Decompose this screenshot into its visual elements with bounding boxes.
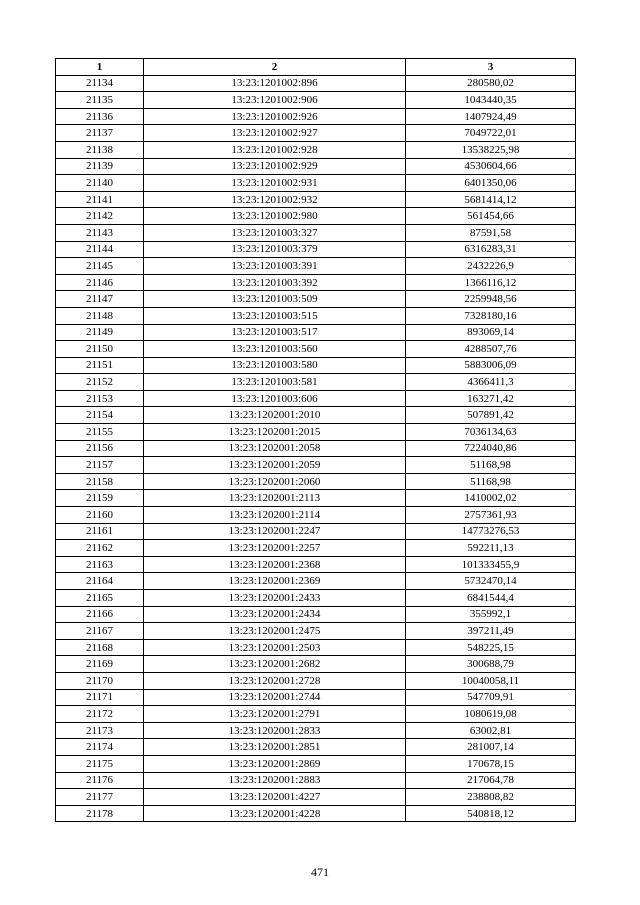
value-cell: 5681414,12 (406, 191, 576, 208)
value-cell: 238808,82 (406, 789, 576, 806)
row-number-cell: 21147 (56, 291, 144, 308)
value-cell: 2757361,93 (406, 507, 576, 524)
value-cell: 547709,91 (406, 689, 576, 706)
cadastral-number-cell: 13:23:1201003:580 (144, 357, 406, 374)
row-number-cell: 21141 (56, 191, 144, 208)
cadastral-number-cell: 13:23:1201002:896 (144, 75, 406, 92)
row-number-cell: 21163 (56, 556, 144, 573)
value-cell: 13538225,98 (406, 141, 576, 158)
cadastral-number-cell: 13:23:1201003:392 (144, 274, 406, 291)
value-cell: 101333455,9 (406, 556, 576, 573)
row-number-cell: 21158 (56, 473, 144, 490)
header-col-3: 3 (406, 59, 576, 76)
table-row (56, 672, 576, 689)
row-number-cell: 21139 (56, 158, 144, 175)
value-cell: 63002,81 (406, 722, 576, 739)
cadastral-number-cell: 13:23:1202001:2368 (144, 556, 406, 573)
row-number-cell: 21150 (56, 341, 144, 358)
cadastral-number-cell: 13:23:1201002:932 (144, 191, 406, 208)
cadastral-number-cell: 13:23:1201002:929 (144, 158, 406, 175)
cadastral-number-cell: 13:23:1202001:2113 (144, 490, 406, 507)
row-number-cell: 21171 (56, 689, 144, 706)
cadastral-number-cell: 13:23:1202001:2503 (144, 639, 406, 656)
table-row (56, 573, 576, 590)
table-row (56, 473, 576, 490)
row-number-cell: 21169 (56, 656, 144, 673)
value-cell: 7328180,16 (406, 307, 576, 324)
cadastral-number-cell: 13:23:1201003:606 (144, 390, 406, 407)
row-number-cell: 21140 (56, 175, 144, 192)
row-number-cell: 21138 (56, 141, 144, 158)
value-cell: 14773276,53 (406, 523, 576, 540)
row-number-cell: 21176 (56, 772, 144, 789)
table-row (56, 507, 576, 524)
value-cell: 1410002,02 (406, 490, 576, 507)
table-header (56, 59, 576, 76)
row-number-cell: 21177 (56, 789, 144, 806)
cadastral-number-cell: 13:23:1202001:2883 (144, 772, 406, 789)
row-number-cell: 21135 (56, 92, 144, 109)
table-row (56, 374, 576, 391)
cadastral-number-cell: 13:23:1201002:928 (144, 141, 406, 158)
cadastral-number-cell: 13:23:1201002:927 (144, 125, 406, 142)
row-number-cell: 21162 (56, 540, 144, 557)
header-col-1: 1 (56, 59, 144, 76)
table-row (56, 656, 576, 673)
table-row (56, 175, 576, 192)
table-row (56, 125, 576, 142)
row-number-cell: 21172 (56, 706, 144, 723)
table-row (56, 706, 576, 723)
row-number-cell: 21137 (56, 125, 144, 142)
header-col-2: 2 (144, 59, 406, 76)
row-number-cell: 21136 (56, 108, 144, 125)
cadastral-number-cell: 13:23:1202001:2058 (144, 440, 406, 457)
table-row (56, 639, 576, 656)
value-cell: 281007,14 (406, 739, 576, 756)
table-body (56, 75, 576, 822)
value-cell: 1366116,12 (406, 274, 576, 291)
value-cell: 2432226,9 (406, 258, 576, 275)
cadastral-number-cell: 13:23:1202001:2114 (144, 507, 406, 524)
cadastral-number-cell: 13:23:1202001:2434 (144, 606, 406, 623)
cadastral-number-cell: 13:23:1202001:2433 (144, 590, 406, 607)
value-cell: 51168,98 (406, 473, 576, 490)
cadastral-number-cell: 13:23:1202001:2015 (144, 424, 406, 441)
data-table (55, 58, 576, 822)
row-number-cell: 21149 (56, 324, 144, 341)
value-cell: 5883006,09 (406, 357, 576, 374)
row-number-cell: 21134 (56, 75, 144, 92)
cadastral-number-cell: 13:23:1202001:2257 (144, 540, 406, 557)
row-number-cell: 21153 (56, 390, 144, 407)
table-row (56, 92, 576, 109)
table-row (56, 407, 576, 424)
page-number: 471 (311, 865, 329, 879)
cadastral-number-cell: 13:23:1202001:2851 (144, 739, 406, 756)
cadastral-number-cell: 13:23:1202001:2247 (144, 523, 406, 540)
table-row (56, 141, 576, 158)
table-row (56, 590, 576, 607)
row-number-cell: 21154 (56, 407, 144, 424)
cadastral-number-cell: 13:23:1202001:2791 (144, 706, 406, 723)
cadastral-number-cell: 13:23:1201003:379 (144, 241, 406, 258)
cadastral-number-cell: 13:23:1202001:4227 (144, 789, 406, 806)
table-row (56, 324, 576, 341)
table-row (56, 208, 576, 225)
value-cell: 7224040,86 (406, 440, 576, 457)
table-row (56, 805, 576, 822)
table-row (56, 490, 576, 507)
value-cell: 280580,02 (406, 75, 576, 92)
row-number-cell: 21168 (56, 639, 144, 656)
value-cell: 5732470,14 (406, 573, 576, 590)
row-number-cell: 21159 (56, 490, 144, 507)
cadastral-number-cell: 13:23:1201003:391 (144, 258, 406, 275)
value-cell: 397211,49 (406, 623, 576, 640)
table-row (56, 307, 576, 324)
table-row (56, 606, 576, 623)
value-cell: 2259948,56 (406, 291, 576, 308)
row-number-cell: 21170 (56, 672, 144, 689)
table-row (56, 623, 576, 640)
row-number-cell: 21142 (56, 208, 144, 225)
table-row (56, 689, 576, 706)
table-row (56, 357, 576, 374)
cadastral-number-cell: 13:23:1202001:4228 (144, 805, 406, 822)
cadastral-number-cell: 13:23:1201003:515 (144, 307, 406, 324)
table-row (56, 241, 576, 258)
value-cell: 51168,98 (406, 457, 576, 474)
row-number-cell: 21144 (56, 241, 144, 258)
row-number-cell: 21166 (56, 606, 144, 623)
value-cell: 300688,79 (406, 656, 576, 673)
row-number-cell: 21165 (56, 590, 144, 607)
value-cell: 561454,66 (406, 208, 576, 225)
row-number-cell: 21174 (56, 739, 144, 756)
row-number-cell: 21164 (56, 573, 144, 590)
value-cell: 893069,14 (406, 324, 576, 341)
row-number-cell: 21152 (56, 374, 144, 391)
cadastral-number-cell: 13:23:1201002:906 (144, 92, 406, 109)
row-number-cell: 21143 (56, 224, 144, 241)
cadastral-number-cell: 13:23:1201003:581 (144, 374, 406, 391)
value-cell: 540818,12 (406, 805, 576, 822)
row-number-cell: 21148 (56, 307, 144, 324)
row-number-cell: 21156 (56, 440, 144, 457)
table-row (56, 258, 576, 275)
cadastral-number-cell: 13:23:1202001:2059 (144, 457, 406, 474)
value-cell: 507891,42 (406, 407, 576, 424)
value-cell: 7049722,01 (406, 125, 576, 142)
cadastral-number-cell: 13:23:1202001:2869 (144, 755, 406, 772)
table-row (56, 722, 576, 739)
row-number-cell: 21173 (56, 722, 144, 739)
table-row (56, 523, 576, 540)
value-cell: 6401350,06 (406, 175, 576, 192)
header-row (56, 59, 576, 76)
cadastral-number-cell: 13:23:1201002:980 (144, 208, 406, 225)
row-number-cell: 21161 (56, 523, 144, 540)
table-row (56, 158, 576, 175)
table-row (56, 191, 576, 208)
value-cell: 87591,58 (406, 224, 576, 241)
table-row (56, 789, 576, 806)
table-row (56, 108, 576, 125)
value-cell: 4288507,76 (406, 341, 576, 358)
cadastral-number-cell: 13:23:1202001:2060 (144, 473, 406, 490)
table-row (56, 75, 576, 92)
table-row (56, 457, 576, 474)
table-row (56, 274, 576, 291)
value-cell: 592211,13 (406, 540, 576, 557)
cadastral-number-cell: 13:23:1202001:2010 (144, 407, 406, 424)
table-row (56, 739, 576, 756)
table-row (56, 390, 576, 407)
row-number-cell: 21146 (56, 274, 144, 291)
value-cell: 355992,1 (406, 606, 576, 623)
value-cell: 548225,15 (406, 639, 576, 656)
value-cell: 6316283,31 (406, 241, 576, 258)
row-number-cell: 21175 (56, 755, 144, 772)
value-cell: 10040058,11 (406, 672, 576, 689)
table-row (56, 556, 576, 573)
row-number-cell: 21155 (56, 424, 144, 441)
table-row (56, 755, 576, 772)
row-number-cell: 21157 (56, 457, 144, 474)
cadastral-number-cell: 13:23:1202001:2728 (144, 672, 406, 689)
table-row (56, 341, 576, 358)
table-row (56, 772, 576, 789)
cadastral-number-cell: 13:23:1201003:517 (144, 324, 406, 341)
cadastral-number-cell: 13:23:1201003:509 (144, 291, 406, 308)
value-cell: 6841544,4 (406, 590, 576, 607)
value-cell: 163271,42 (406, 390, 576, 407)
value-cell: 1080619,08 (406, 706, 576, 723)
value-cell: 1407924,49 (406, 108, 576, 125)
table-row (56, 540, 576, 557)
table-row (56, 424, 576, 441)
cadastral-number-cell: 13:23:1201002:931 (144, 175, 406, 192)
cadastral-number-cell: 13:23:1201003:560 (144, 341, 406, 358)
row-number-cell: 21178 (56, 805, 144, 822)
cadastral-number-cell: 13:23:1202001:2475 (144, 623, 406, 640)
row-number-cell: 21167 (56, 623, 144, 640)
row-number-cell: 21151 (56, 357, 144, 374)
value-cell: 170678,15 (406, 755, 576, 772)
cadastral-number-cell: 13:23:1202001:2682 (144, 656, 406, 673)
row-number-cell: 21145 (56, 258, 144, 275)
cadastral-number-cell: 13:23:1202001:2369 (144, 573, 406, 590)
value-cell: 7036134,63 (406, 424, 576, 441)
value-cell: 217064,78 (406, 772, 576, 789)
cadastral-number-cell: 13:23:1202001:2744 (144, 689, 406, 706)
value-cell: 4530604,66 (406, 158, 576, 175)
value-cell: 4366411,3 (406, 374, 576, 391)
cadastral-number-cell: 13:23:1201002:926 (144, 108, 406, 125)
cadastral-number-cell: 13:23:1202001:2833 (144, 722, 406, 739)
value-cell: 1043440,35 (406, 92, 576, 109)
table-row (56, 224, 576, 241)
row-number-cell: 21160 (56, 507, 144, 524)
table-row (56, 291, 576, 308)
cadastral-number-cell: 13:23:1201003:327 (144, 224, 406, 241)
table-row (56, 440, 576, 457)
